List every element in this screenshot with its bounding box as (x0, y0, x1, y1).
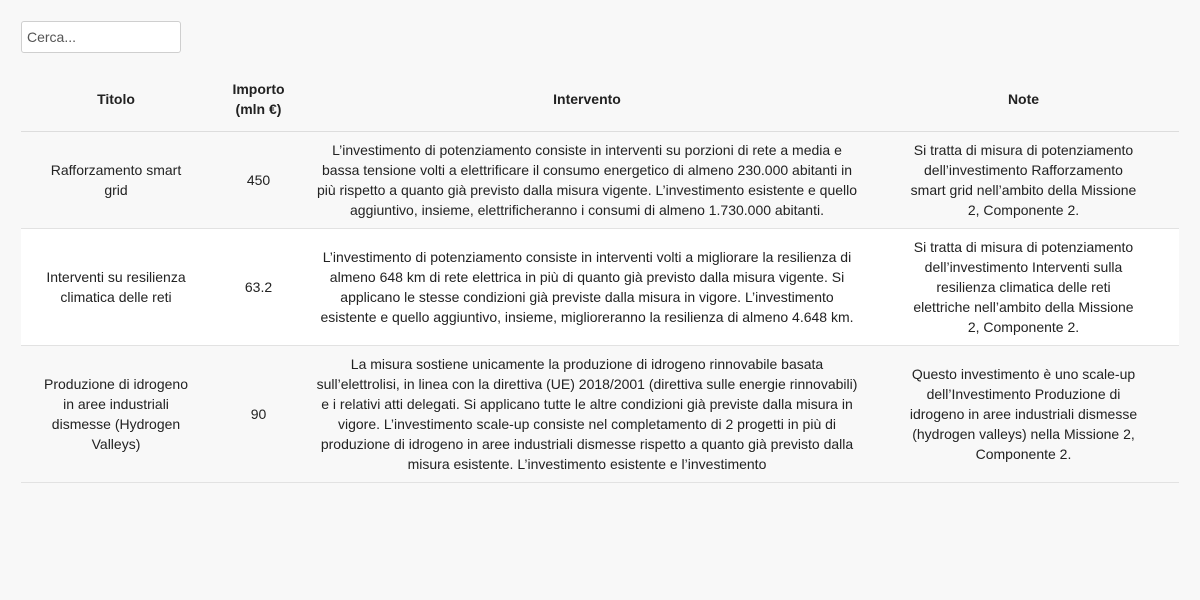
cell-titolo (21, 346, 211, 483)
column-header-importo-line2: (mln €) (235, 101, 282, 117)
column-header-note[interactable]: Note (868, 67, 1179, 132)
table-row (21, 132, 1179, 229)
cell-note (868, 229, 1179, 346)
cell-note-text: Questo investimento è uno scale-up dell’Investimento Produzione di idrogeno in aree industriali dismesse (hydrogen valleys) nella Missione 2, Componente 2. (909, 366, 1138, 462)
cell-titolo (21, 132, 211, 229)
search-input[interactable] (21, 21, 181, 53)
table-header (21, 67, 1179, 132)
cell-note-text: Si tratta di misura di potenziamento dell’investimento Rafforzamento smart grid nell’ambito della Missione 2, Componente 2. (910, 142, 1137, 218)
cell-intervento (306, 346, 868, 483)
cell-note (868, 132, 1179, 229)
cell-titolo-text: Rafforzamento smart grid (50, 162, 182, 198)
cell-titolo-text: Interventi su resilienza climatica delle reti (46, 269, 186, 305)
cell-intervento-text: La misura sostiene unicamente la produzione di idrogeno rinnovabile basata sull’elettrolisi, in linea con la direttiva (UE) 2018/2001 (direttiva sulle energie rinnovabili) e i relativi atti delegati. Si applicano tutte le altre condizioni già previste dalla misura in vigore. L’investimento scale-up consiste nel completamento di 2 progetti in più di produzione di idrogeno in aree industriali dismesse rispetto a quanto già previsto dalla misura esistente. L’investimento esistente e l’investimento (316, 356, 858, 472)
cell-note (868, 346, 1179, 483)
column-header-titolo[interactable]: Titolo (21, 67, 211, 132)
cell-note-text: Si tratta di misura di potenziamento dell’investimento Interventi sulla resilienza climatica delle reti elettriche nell’ambito della Missione 2, Componente 2. (913, 239, 1134, 335)
table-row (21, 229, 1179, 346)
cell-importo: 90 (211, 346, 306, 483)
cell-importo: 63.2 (211, 229, 306, 346)
table-row (21, 346, 1179, 483)
column-header-intervento[interactable]: Intervento (306, 67, 868, 132)
cell-titolo (21, 229, 211, 346)
cell-importo: 450 (211, 132, 306, 229)
table-body (21, 132, 1179, 483)
cell-intervento: L’investimento di potenziamento consiste in interventi volti a migliorare la resilienza di almeno 648 km di rete elettrica in più di quanto già previsto dalla misura vigente. Si applicano le stesse condizioni già previste dalla misura in vigore. L’investimento esistente e quello aggiuntivo, insieme, miglioreranno la resilienza di almeno 4.648 km. (306, 229, 868, 346)
cell-intervento: L’investimento di potenziamento consiste in interventi su porzioni di rete a media e bassa tensione volti a elettrificare il consumo energetico di almeno 230.000 abitanti in più rispetto a quanto già previsto dalla misura vigente. L’investimento esistente e quello aggiuntivo, insieme, elettrificheranno i consumi di almeno 1.730.000 abitanti. (306, 132, 868, 229)
page-container (21, 21, 1179, 483)
column-header-importo-line1: Importo (232, 81, 285, 97)
measures-table (21, 67, 1179, 483)
cell-titolo-text: Produzione di idrogeno in aree industriali dismesse (Hydrogen Valleys) (44, 376, 188, 452)
column-header-importo[interactable] (211, 67, 306, 132)
